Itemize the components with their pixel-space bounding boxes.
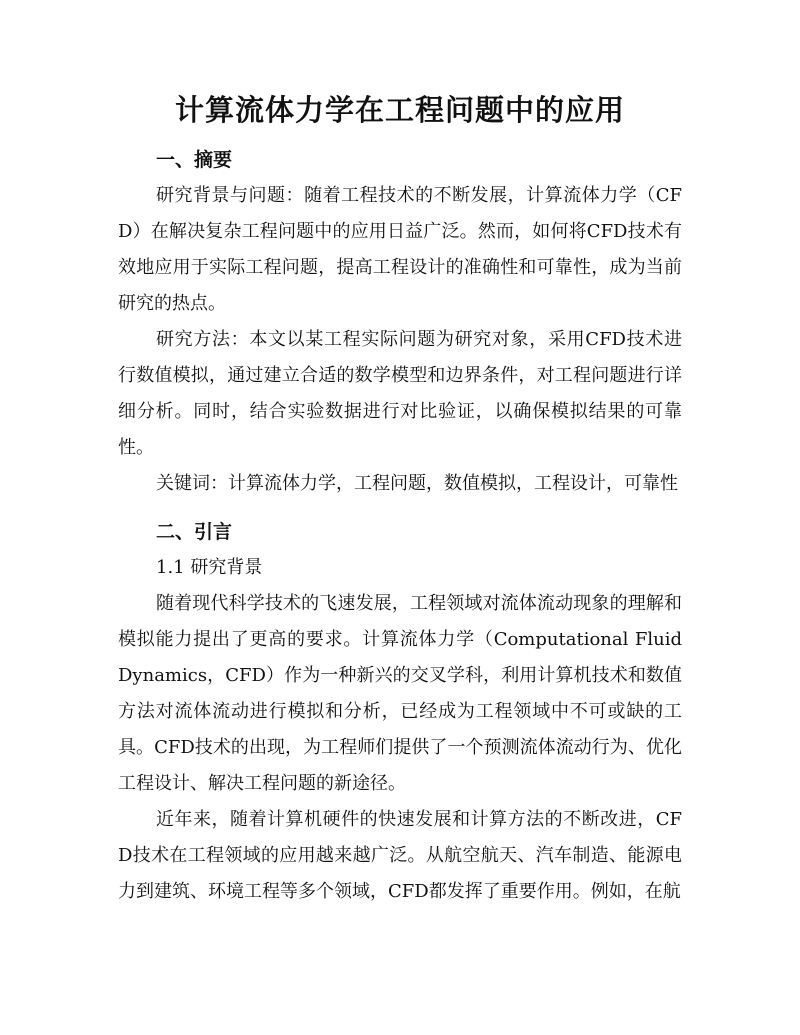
intro-paragraph-1: 随着现代科学技术的飞速发展，工程领域对流体流动现象的理解和模拟能力提出了更高的要求。计算流体力学（Computational Fluid Dynamics，CFD）作为一种新兴的交叉学科，利用计算机技术和数值方法对流体流动进行模拟和分析，已经成为工程领域中不可或缺的工具。CFD技术的出现，为工程师们提供了一个预测流体流动行为、优化工程设计、解决工程问题的新途径。	[118, 593, 682, 794]
abstract-method-paragraph: 研究方法：本文以某工程实际问题为研究对象，采用CFD技术进行数值模拟，通过建立合适的数学模型和边界条件，对工程问题进行详细分析。同时，结合实验数据进行对比验证，以确保模拟结果的可靠性。	[118, 329, 682, 458]
document-page	[118, 90, 682, 910]
intro-paragraph-2: 近年来，随着计算机硬件的快速发展和计算方法的不断改进，CFD技术在工程领域的应用越来越广泛。从航空航天、汽车制造、能源电力到建筑、环境工程等多个领域，CFD都发挥了重要作用。例如，在航	[118, 809, 682, 902]
keywords-paragraph: 关键词：计算流体力学，工程问题，数值模拟，工程设计，可靠性	[156, 473, 678, 494]
abstract-background-paragraph: 研究背景与问题：随着工程技术的不断发展，计算流体力学（CFD）在解决复杂工程问题中的应用日益广泛。然而，如何将CFD技术有效地应用于实际工程问题，提高工程设计的准确性和可靠性，成为当前研究的热点。	[118, 185, 682, 314]
section-heading-abstract: 一、摘要	[156, 149, 233, 171]
subsection-heading-background: 1.1 研究背景	[156, 557, 263, 578]
section-heading-introduction: 二、引言	[156, 521, 233, 543]
document-title: 计算流体力学在工程问题中的应用	[174, 93, 625, 127]
